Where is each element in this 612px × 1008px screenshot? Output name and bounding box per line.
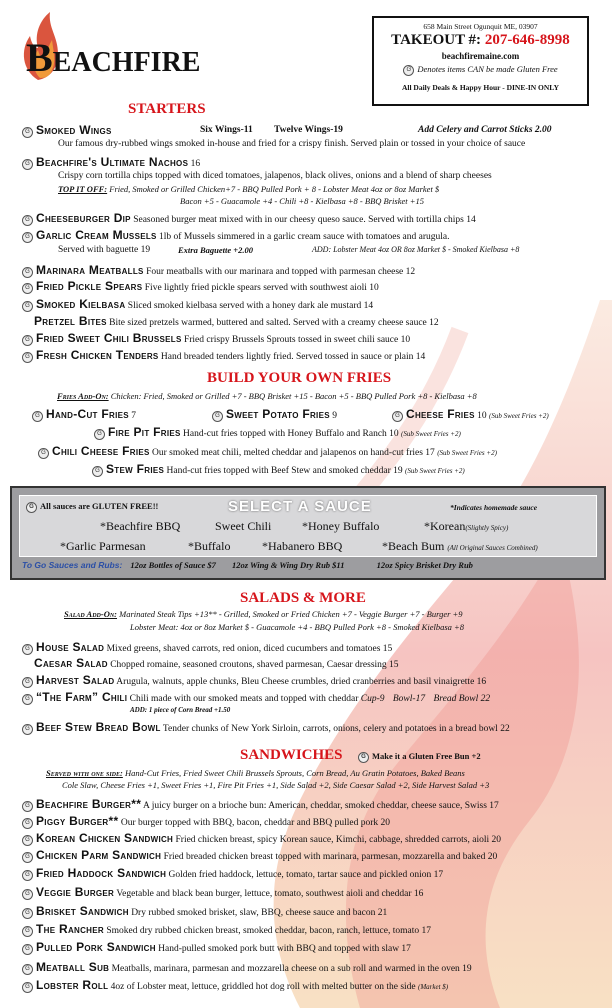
sauce-option-honey-buffalo: *Honey Buffalo bbox=[302, 519, 380, 533]
salad-beef-stew: G Beef Stew Bread Bowl Tender chunks of New York Sirloin, carrots, onions, celery and potatoes in a bread bowl 22 bbox=[22, 720, 510, 735]
fries-fire-pit: G Fire Pit Fries Hand-cut fries topped with Honey Buffalo and Ranch 10 (Sub Sweet Fries +2) bbox=[94, 425, 461, 440]
sandwich-desc: Fried chicken breast, spicy Korean sauce, Kimchi, cabbage, shredded carrots, aioli 20 bbox=[175, 835, 502, 845]
gluten-free-icon: G bbox=[22, 335, 33, 346]
gluten-free-icon: G bbox=[22, 926, 33, 937]
brand-logo bbox=[26, 34, 200, 81]
starter-pickle-spears: G Fried Pickle Spears Five lightly fried pickle spears served with southwest aioli 10 bbox=[22, 279, 379, 294]
sandwich-desc: Dry rubbed smoked brisket, slaw, BBQ, cheese sauce and bacon 21 bbox=[131, 908, 388, 918]
sandwiches-heading: SANDWICHES bbox=[240, 747, 343, 763]
wings-desc: Our famous dry-rubbed wings smoked in-house and fried for a crispy finish. Served plain or tossed in your choice of sauce bbox=[58, 139, 526, 149]
sandwich-name: Piggy Burger** bbox=[36, 814, 119, 828]
sandwich-item bbox=[22, 904, 387, 919]
salad-harvest: G Harvest Salad Arugula, walnuts, apple chunks, Bleu Cheese crumbles, dried cranberries and basil vinaigrette 16 bbox=[22, 673, 486, 688]
gluten-free-icon: G bbox=[92, 466, 103, 477]
gluten-free-icon: G bbox=[22, 982, 33, 993]
sandwich-desc: Smoked dry rubbed chicken breast, smoked cheddar, bacon, ranch, lettuce, tomato 17 bbox=[106, 926, 431, 936]
sandwich-item bbox=[22, 940, 411, 955]
gluten-free-icon: G bbox=[94, 429, 105, 440]
sandwich-item bbox=[22, 978, 448, 993]
gluten-free-icon: G bbox=[22, 644, 33, 655]
fries-heading: BUILD YOUR OWN FRIES bbox=[207, 370, 392, 386]
salads-heading: SALADS & MORE bbox=[240, 590, 366, 606]
gluten-free-icon: G bbox=[358, 752, 369, 763]
sauce-option-buffalo: *Buffalo bbox=[188, 539, 231, 553]
gluten-free-icon: G bbox=[22, 301, 33, 312]
salad-addon-1: Salad Add-On: Marinated Steak Tips +13** - Grilled, Smoked or Fried Chicken +7 - Veggie Burger +7 - Burger +9 bbox=[64, 609, 463, 619]
gluten-free-icon: G bbox=[22, 267, 33, 278]
salad-chili: G “The Farm” Chili Chili made with our smoked meats and topped with cheddar Cup-9 Bowl-17 Bread Bowl 22 bbox=[22, 690, 490, 705]
gluten-free-icon: G bbox=[26, 502, 37, 513]
sandwich-sides-2: Cole Slaw, Cheese Fries +1, Sweet Fries +1, Fire Pit Fries +1, Side Salad +2, Side Caesar Salad +2, Side Harvest Salad +3 bbox=[62, 780, 490, 790]
sandwich-name: Chicken Parm Sandwich bbox=[36, 848, 162, 862]
gluten-free-icon: G bbox=[22, 801, 33, 812]
mussels-add: ADD: Lobster Meat 4oz OR 8oz Market $ - Smoked Kielbasa +8 bbox=[312, 245, 520, 254]
takeout-phone[interactable]: 207-646-8998 bbox=[484, 32, 570, 48]
chili-cornbread-note: ADD: 1 piece of Corn Bread +1.50 bbox=[130, 706, 231, 714]
wings-twelve: Twelve Wings-19 bbox=[274, 125, 343, 135]
sauce-panel bbox=[10, 486, 606, 580]
sandwich-item bbox=[22, 831, 501, 846]
sauce-option-bbq: *Beachfire BBQ bbox=[100, 519, 181, 533]
salad-addon-2: Lobster Meat: 4oz or 8oz Market $ - Guacamole +4 - BBQ Pulled Pork +8 - Smoked Kielbasa +8 bbox=[130, 622, 465, 632]
starters-heading: STARTERS bbox=[128, 101, 206, 117]
gluten-free-icon: G bbox=[22, 159, 33, 170]
sauce-option-habanero: *Habanero BBQ bbox=[262, 539, 343, 553]
sandwich-name: Meatball Sub bbox=[36, 960, 110, 974]
gluten-free-icon: G bbox=[212, 411, 223, 422]
sandwich-sides-1: Served with one side: Hand-Cut Fries, Fried Sweet Chili Brussels Sprouts, Corn Bread, Au Gratin Potatoes, Baked Beans bbox=[46, 768, 465, 778]
gf-legend: G Denotes items CAN be made Gluten Free bbox=[374, 64, 587, 76]
sandwich-item bbox=[22, 848, 497, 863]
sandwich-note: (Market $) bbox=[418, 983, 449, 991]
fries-sweet-potato: G Sweet Potato Fries 9 bbox=[212, 407, 337, 422]
sandwich-name: Beachfire Burger** bbox=[36, 797, 142, 811]
address: 658 Main Street Ogunquit ME, 03907 bbox=[423, 22, 538, 31]
gluten-free-icon: G bbox=[22, 283, 33, 294]
gluten-free-icon: G bbox=[22, 870, 33, 881]
gluten-free-icon: G bbox=[22, 944, 33, 955]
fries-chili-cheese: G Chili Cheese Fries Our smoked meat chili, melted cheddar and jalapenos on hand-cut fries 17 (Sub Sweet Fries +2) bbox=[38, 444, 497, 459]
gluten-free-icon: G bbox=[22, 889, 33, 900]
starter-mussels: G Garlic Cream Mussels 1lb of Mussels simmered in a garlic cream sauce with tomatoes and arugula. bbox=[22, 228, 450, 243]
starter-cheeseburger-dip: G Cheeseburger Dip Seasoned burger meat mixed with in our cheesy queso sauce. Served with tortilla chips 14 bbox=[22, 211, 476, 226]
sandwich-item bbox=[22, 797, 499, 812]
gluten-free-icon: G bbox=[22, 835, 33, 846]
wings-extra: Add Celery and Carrot Sticks 2.00 bbox=[418, 125, 552, 135]
sandwich-desc: A juicy burger on a brioche bun: American, cheddar, smoked cheddar, cheese sauce, Swiss 17 bbox=[143, 801, 499, 811]
starter-tenders: G Fresh Chicken Tenders Hand breaded tenders lightly fried. Served tossed in sauce or plain 14 bbox=[22, 348, 425, 363]
sauce-option-beach-bum: *Beach Bum (All Original Sauces Combined) bbox=[382, 539, 538, 553]
takeout-info-box bbox=[372, 16, 589, 106]
starter-nachos: G Beachfire's Ultimate Nachos 16 bbox=[22, 155, 200, 170]
gluten-free-icon: G bbox=[22, 232, 33, 243]
sauce-option-garlic-parmesan: *Garlic Parmesan bbox=[60, 539, 146, 553]
gluten-free-icon: G bbox=[22, 215, 33, 226]
starter-smoked-wings: G Smoked Wings bbox=[22, 123, 112, 138]
gluten-free-icon: G bbox=[22, 724, 33, 735]
to-go-row: To Go Sauces and Rubs: 12oz Bottles of Sauce $7 12oz Wing & Wing Dry Rub $11 12oz Spicy Brisket Dry Rub bbox=[22, 560, 473, 570]
fries-addon: Fries Add-On: Chicken: Fried, Smoked or Grilled +7 - BBQ Brisket +15 - Bacon +5 - BBQ Pulled Pork +8 - Kielbasa +8 bbox=[57, 391, 477, 401]
sauce-title: SELECT A SAUCE bbox=[228, 498, 372, 515]
gluten-free-icon: G bbox=[392, 411, 403, 422]
gluten-free-icon: G bbox=[22, 908, 33, 919]
gluten-free-icon: G bbox=[403, 65, 414, 76]
wings-six: Six Wings-11 bbox=[200, 125, 253, 135]
sandwich-desc: Hand-pulled smoked pork butt with BBQ and topped with slaw 17 bbox=[158, 944, 411, 954]
sauce-gf-label: G All sauces are GLUTEN FREE!! bbox=[26, 501, 158, 513]
gf-bun-note: G Make it a Gluten Free Bun +2 bbox=[358, 751, 481, 763]
website[interactable]: beachfiremaine.com bbox=[441, 51, 520, 61]
sandwich-name: Korean Chicken Sandwich bbox=[36, 831, 174, 845]
sandwich-name: Veggie Burger bbox=[36, 885, 115, 899]
deals-note: All Daily Deals & Happy Hour - DINE-IN ONLY bbox=[401, 83, 560, 92]
mussels-extra: Extra Baguette +2.00 bbox=[178, 245, 253, 255]
gluten-free-icon: G bbox=[32, 411, 43, 422]
sandwich-item bbox=[22, 960, 472, 975]
sandwich-name: Fried Haddock Sandwich bbox=[36, 866, 167, 880]
sandwich-name: Pulled Pork Sandwich bbox=[36, 940, 156, 954]
mussels-baguette: Served with baguette 19 bbox=[58, 245, 151, 255]
starter-pretzel-bites: Pretzel Bites Bite sized pretzels warmed, buttered and salted. Served with a creamy cheese sauce 12 bbox=[34, 314, 439, 328]
sandwich-desc: 4oz of Lobster meat, lettuce, griddled hot dog roll with melted butter on the side bbox=[110, 982, 416, 992]
gluten-free-icon: G bbox=[22, 818, 33, 829]
sandwich-desc: Vegetable and black bean burger, lettuce, tomato, southwest aioli and cheddar 16 bbox=[116, 889, 424, 899]
starter-meatballs: G Marinara Meatballs Four meatballs with our marinara and topped with parmesan cheese 12 bbox=[22, 263, 415, 278]
takeout-label: TAKEOUT #: bbox=[391, 32, 482, 48]
sandwich-desc: Meatballs, marinara, parmesan and mozzarella cheese on a sub roll and warmed in the oven 19 bbox=[111, 964, 472, 974]
fries-cheese: G Cheese Fries 10 (Sub Sweet Fries +2) bbox=[392, 407, 549, 422]
homemade-note: *Indicates homemade sauce bbox=[450, 503, 538, 512]
sauce-option-sweet-chili: Sweet Chili bbox=[215, 519, 272, 533]
sandwich-desc: Our burger topped with BBQ, bacon, cheddar and BBQ pulled pork 20 bbox=[120, 818, 391, 828]
nachos-topping-2: Bacon +5 - Guacamole +4 - Chili +8 - Kielbasa +8 - BBQ Brisket +15 bbox=[180, 196, 424, 206]
gluten-free-icon: G bbox=[22, 694, 33, 705]
sauce-inner-panel bbox=[19, 495, 597, 557]
gluten-free-icon: G bbox=[22, 677, 33, 688]
sauce-option-korean: *Korean(Slightly Spicy) bbox=[424, 519, 509, 533]
nachos-topping-1: TOP IT OFF: Fried, Smoked or Grilled Chicken+7 - BBQ Pulled Pork + 8 - Lobster Meat 4oz or 8oz Market $ bbox=[58, 184, 440, 194]
sandwich-name: Lobster Roll bbox=[36, 978, 109, 992]
sandwich-desc: Fried breaded chicken breast topped with marinara, parmesan, mozzarella and baked 20 bbox=[163, 852, 498, 862]
sandwich-item bbox=[22, 885, 423, 900]
fries-hand-cut: G Hand-Cut Fries 7 bbox=[32, 407, 136, 422]
sandwich-item bbox=[22, 922, 431, 937]
starter-kielbasa: G Smoked Kielbasa Sliced smoked kielbasa served with a honey dark ale mustard 14 bbox=[22, 297, 373, 312]
sandwich-item bbox=[22, 866, 443, 881]
salad-house: G House Salad Mixed greens, shaved carrots, red onion, diced cucumbers and tomatoes 15 bbox=[22, 640, 392, 655]
starter-brussels: G Fried Sweet Chili Brussels Fried crispy Brussels Sprouts tossed in sweet chili sauce 10 bbox=[22, 331, 410, 346]
brand-name: Beachfire bbox=[26, 35, 201, 80]
sandwich-item bbox=[22, 814, 390, 829]
sandwich-name: The Rancher bbox=[36, 922, 104, 936]
gluten-free-icon: G bbox=[22, 964, 33, 975]
gluten-free-icon: G bbox=[38, 448, 49, 459]
gluten-free-icon: G bbox=[22, 127, 33, 138]
fries-stew: G Stew Fries Hand-cut fries topped with Beef Stew and smoked cheddar 19 (Sub Sweet Fries +2) bbox=[92, 462, 465, 477]
sandwich-desc: Golden fried haddock, lettuce, tomato, tartar sauce and pickled onion 17 bbox=[168, 870, 444, 880]
salad-caesar: Caesar Salad Chopped romaine, seasoned croutons, shaved parmesan, Caesar dressing 15 bbox=[34, 656, 399, 670]
nachos-desc: Crispy corn tortilla chips topped with diced tomatoes, jalapenos, black olives, onions and a blend of sharp cheeses bbox=[58, 171, 492, 181]
gluten-free-icon: G bbox=[22, 852, 33, 863]
sandwich-name: Brisket Sandwich bbox=[36, 904, 129, 918]
takeout-line bbox=[374, 32, 587, 49]
gluten-free-icon: G bbox=[22, 352, 33, 363]
